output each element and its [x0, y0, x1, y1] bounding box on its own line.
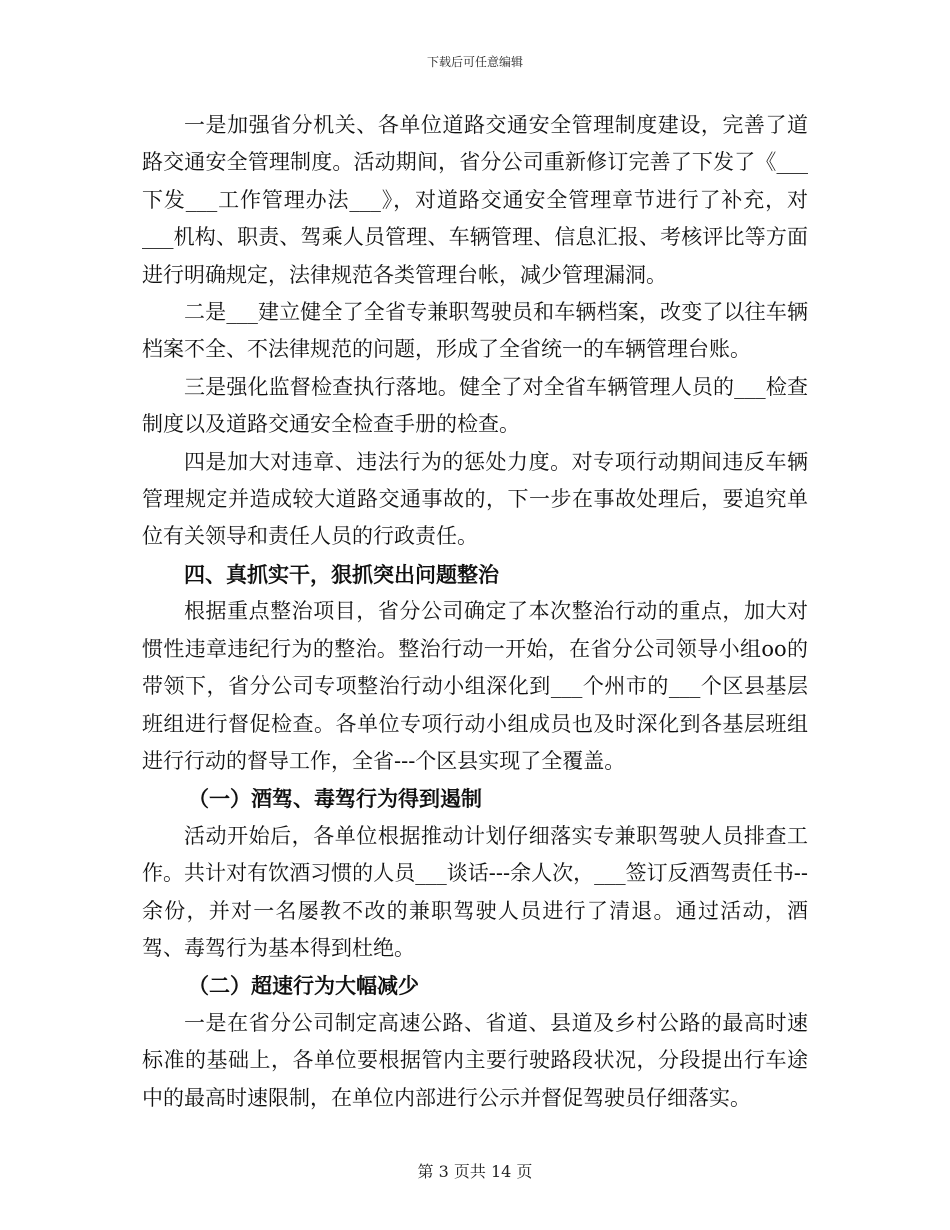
- paragraph: 三是强化监督检查执行落地。健全了对全省车辆管理人员的___检查制度以及道路交通安全检查手册的检查。: [142, 374, 808, 437]
- paragraph: 一是在省分公司制定高速公路、省道、县道及乡村公路的最高时速标准的基础上，各单位要根据管内主要行驶路段状况，分段提出行车途中的最高时速限制，在单位内部进行公示并督促驾驶员仔细落实。: [142, 1010, 808, 1110]
- document-body: [142, 107, 808, 1117]
- page-number: 第 3 页共 14 页: [417, 1162, 533, 1181]
- paragraph: 一是加强省分机关、各单位道路交通安全管理制度建设，完善了道路交通安全管理制度。活动期间，省分公司重新修订完善了下发了《___下发___工作管理办法___》，对道路交通安全管理章节进行了补充，对___机构、职责、驾乘人员管理、车辆管理、信息汇报、考核评比等方面进行明确规定，法律规范各类管理台帐，减少管理漏洞。: [142, 113, 808, 287]
- page-header: 下载后可任意编辑: [426, 55, 523, 69]
- paragraph: 根据重点整治项目，省分公司确定了本次整治行动的重点，加大对惯性违章违纪行为的整治。整治行动一开始，在省分公司领导小组oo的带领下，省分公司专项整治行动小组深化到___个州市的___个区县基层班组进行督促检查。各单位专项行动小组成员也及时深化到各基层班组进行行动的督导工作，全省---个区县实现了全覆盖。: [142, 599, 808, 773]
- paragraph: 活动开始后，各单位根据推动计划仔细落实专兼职驾驶人员排查工作。共计对有饮酒习惯的人员___谈话---余人次，___签订反酒驾责任书--余份，并对一名屡教不改的兼职驾驶人员进行了清退。通过活动，酒驾、毒驾行为基本得到杜绝。: [142, 823, 808, 960]
- subsection-heading: （二）超速行为大幅减少: [188, 973, 419, 999]
- subsection-heading: （一）酒驾、毒驾行为得到遏制: [188, 786, 482, 812]
- paragraph: 二是___建立健全了全省专兼职驾驶员和车辆档案，改变了以往车辆档案不全、不法律规范的问题，形成了全省统一的车辆管理台账。: [142, 300, 808, 362]
- section-heading: 四、真抓实干，狠抓突出问题整治: [184, 561, 499, 587]
- paragraph: 四是加大对违章、违法行为的惩处力度。对专项行动期间违反车辆管理规定并造成较大道路交通事故的，下一步在事故处理后，要追究单位有关领导和责任人员的行政责任。: [142, 449, 808, 549]
